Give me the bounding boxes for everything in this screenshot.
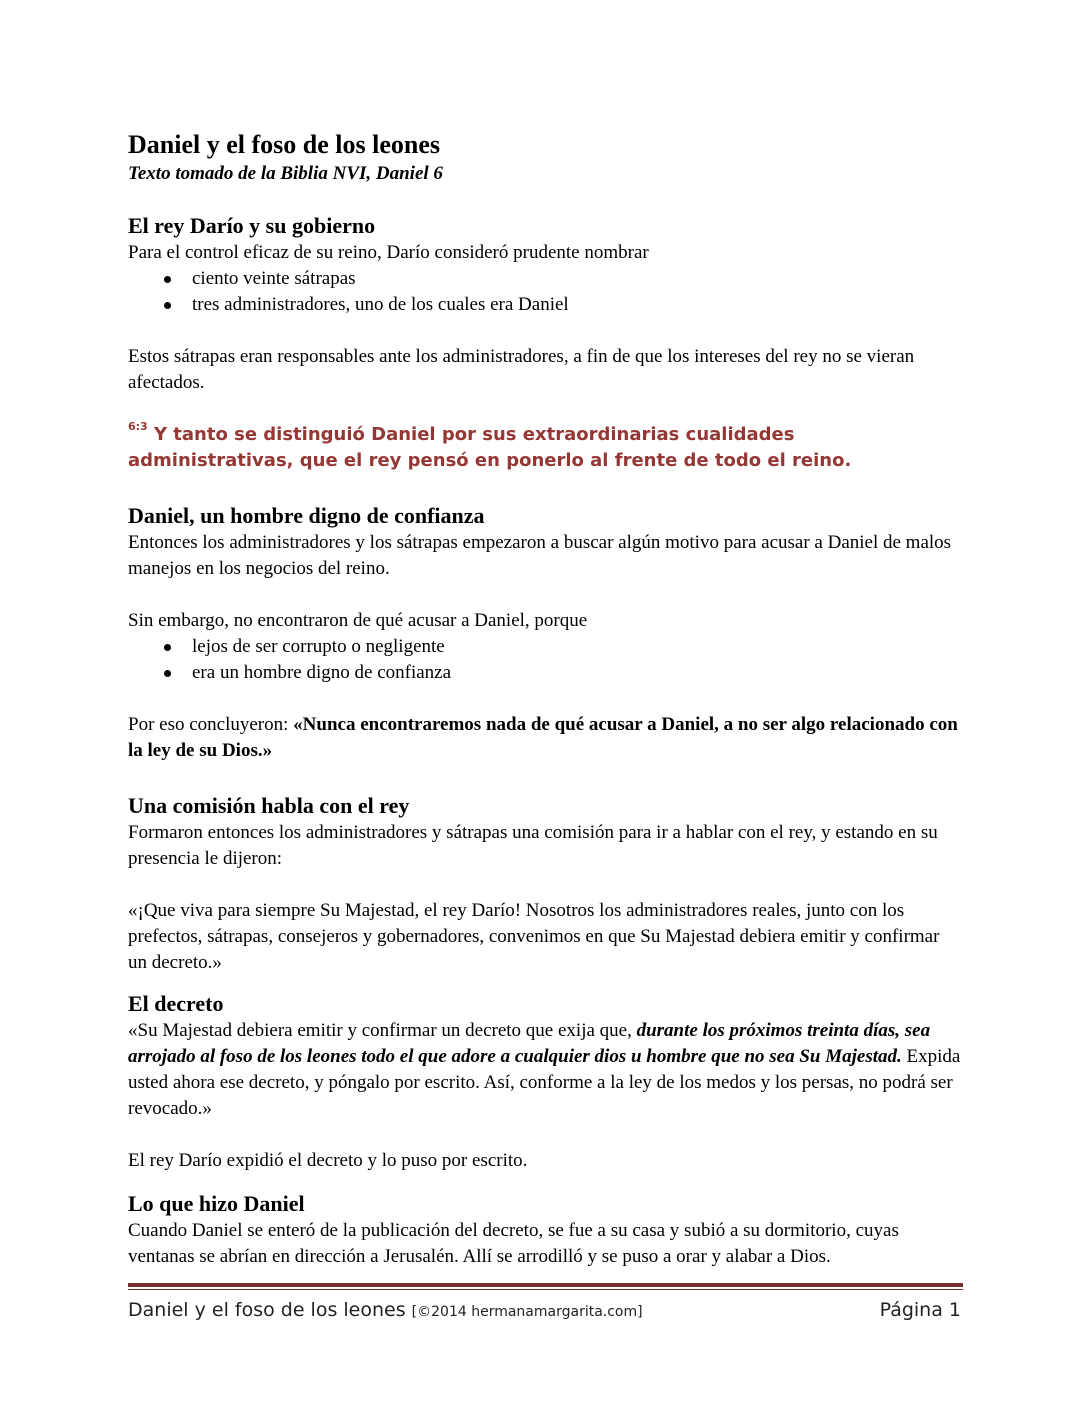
paragraph: Estos sátrapas eran responsables ante los administradores, a fin de que los intereses del rey no se vieran afectados.: [128, 346, 915, 393]
bullet-list: [128, 266, 963, 318]
footer-copyright: [©2014 hermanamargarita.com]: [411, 1304, 643, 1320]
paragraph: Cuando Daniel se enteró de la publicación del decreto, se fue a su casa y subió a su dormitorio, cuyas ventanas se abrían en dirección a Jerusalén. Allí se arrodilló y se puso a orar y alabar a Dios.: [128, 1220, 899, 1267]
list-item: ciento veinte sátrapas: [128, 266, 963, 292]
section-heading-decreto: El decreto: [128, 991, 224, 1016]
paragraph: El rey Darío expidió el decreto y lo puso por escrito.: [128, 1150, 528, 1171]
section-heading-lo-que-hizo: Lo que hizo Daniel: [128, 1191, 305, 1216]
bullet-icon: [164, 302, 171, 309]
section-heading-daniel-confianza: Daniel, un hombre digno de confianza: [128, 503, 485, 528]
document-page: [128, 128, 963, 1270]
list-item: lejos de ser corrupto o negligente: [128, 634, 963, 660]
footer-title: Daniel y el foso de los leones [©2014 hermanamargarita.com]: [128, 1299, 643, 1321]
bullet-list: [128, 634, 963, 686]
footer-divider: [128, 1283, 963, 1291]
list-item: tres administradores, uno de los cuales era Daniel: [128, 292, 963, 318]
page-footer: [128, 1296, 963, 1326]
section-heading-rey-dario: El rey Darío y su gobierno: [128, 213, 376, 238]
paragraph: Entonces los administradores y los sátrapas empezaron a buscar algún motivo para acusar a Daniel de malos manejos en los negocios del reino.: [128, 532, 952, 579]
document-title: Daniel y el foso de los leones: [128, 130, 440, 159]
section-heading-comision: Una comisión habla con el rey: [128, 793, 410, 818]
paragraph: Formaron entonces los administradores y sátrapas una comisión para ir a hablar con el rey, y estando en su presencia le dijeron:: [128, 822, 938, 869]
paragraph: Sin embargo, no encontraron de qué acusar a Daniel, porque: [128, 610, 588, 631]
bullet-icon: [164, 276, 171, 283]
verse-reference: 6:3: [128, 420, 148, 433]
decree-paragraph: «Su Majestad debiera emitir y confirmar un decreto que exija que, durante los próximos treinta días, sea arrojado al foso de los leones todo el que adore a cualquier dios u hombre que no sea Su Majestad. Expida usted ahora ese decreto, y póngalo por escrito. Así, conforme a la ley de los medos y los persas, no podrá ser revocado.»: [128, 1020, 961, 1119]
list-item: era un hombre digno de confianza: [128, 660, 963, 686]
bullet-icon: [164, 644, 171, 651]
paragraph: «¡Que viva para siempre Su Majestad, el rey Darío! Nosotros los administradores reales, junto con los prefectos, sátrapas, consejeros y gobernadores, convenimos en que Su Majestad debiera emitir y confirmar un decreto.»: [128, 900, 940, 973]
decree-emphasis: durante los próximos treinta días, sea arrojado al foso de los leones todo el que adore a cualquier dios u hombre que no sea Su Majestad.: [128, 1020, 931, 1067]
bullet-icon: [164, 670, 171, 677]
conclusion-quote: «Nunca encontraremos nada de qué acusar a Daniel, a no ser algo relacionado con la ley de su Dios.»: [128, 714, 958, 761]
page-number: Página 1: [879, 1299, 961, 1321]
section-intro: Para el control eficaz de su reino, Darío consideró prudente nombrar: [128, 242, 649, 263]
document-subtitle: Texto tomado de la Biblia NVI, Daniel 6: [128, 163, 443, 184]
highlighted-verse: [128, 422, 963, 474]
verse-text: Y tanto se distinguió Daniel por sus extraordinarias cualidades administrativas, que el rey pensó en ponerlo al frente de todo el reino.: [128, 424, 852, 471]
conclusion-paragraph: Por eso concluyeron: «Nunca encontraremos nada de qué acusar a Daniel, a no ser algo relacionado con la ley de su Dios.»: [128, 714, 958, 761]
